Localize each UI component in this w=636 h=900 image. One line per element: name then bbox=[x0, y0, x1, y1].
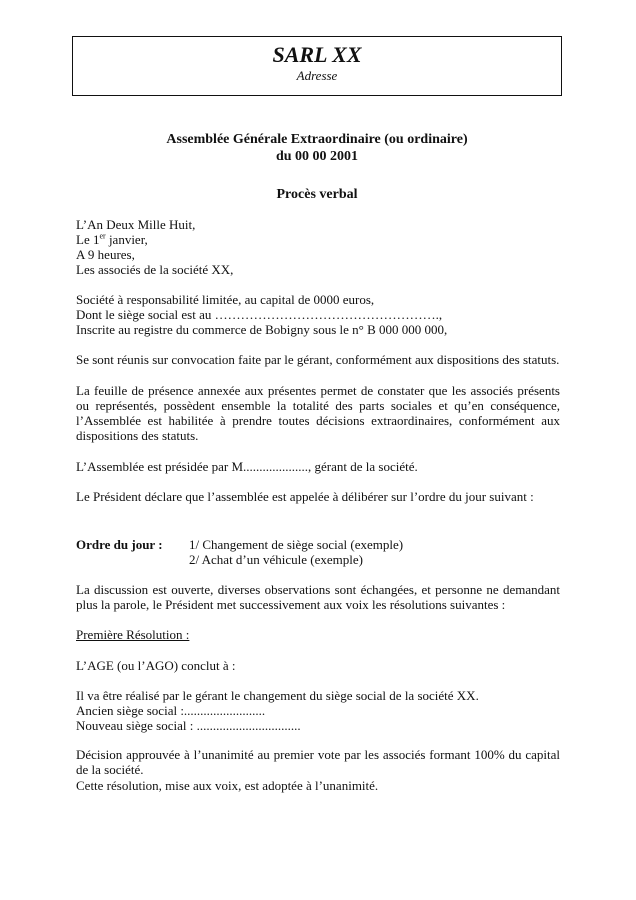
meeting-title-line1: Assemblée Générale Extraordinaire (ou ordinaire) bbox=[166, 132, 468, 147]
resolution1-heading: Première Résolution : bbox=[76, 627, 190, 642]
opening-associates: Les associés de la société XX, bbox=[76, 262, 234, 277]
resolution1-decision: Décision approuvée à l’unanimité au premier vote par les associés formant 100% du capital de la société. bbox=[76, 747, 560, 777]
company-address: Adresse bbox=[296, 68, 338, 83]
resolution1-old-seat: Ancien siège social :......................... bbox=[76, 703, 266, 718]
paragraph-reunis: Se sont réunis sur convocation faite par le gérant, conformément aux dispositions des statuts. bbox=[76, 352, 560, 367]
company-info-seat: Dont le siège social est au ……………………………………………., bbox=[76, 307, 443, 322]
opening-hour: A 9 heures, bbox=[76, 247, 135, 262]
resolution1-conclut: L’AGE (ou l’AGO) conclut à : bbox=[76, 658, 236, 673]
company-info-registry: Inscrite au registre du commerce de Bobigny sous le n° B 000 000 000, bbox=[76, 322, 448, 337]
ordre-item: 1/ Changement de siège social (exemple) bbox=[189, 537, 404, 552]
paragraph-feuille: La feuille de présence annexée aux présentes permet de constater que les associés présents ou représentés, possèdent ensemble la totalité des parts sociales et qu’en conséquence, l’Assemblée est habilitée à prendre toutes décisions extraordinaires, conformément aux dispositions des statuts. bbox=[76, 383, 560, 443]
ordre-du-jour-list bbox=[189, 537, 403, 567]
company-name: SARL XX bbox=[272, 42, 362, 67]
company-info-block bbox=[76, 292, 560, 337]
opening-date-post: janvier, bbox=[105, 232, 148, 247]
proces-verbal-title bbox=[72, 186, 562, 203]
meeting-date: du 00 00 2001 bbox=[275, 149, 359, 164]
paragraph-presidee: L’Assemblée est présidée par M...................., gérant de la société. bbox=[76, 459, 418, 474]
resolution1-new-seat: Nouveau siège social : ................................ bbox=[76, 718, 301, 733]
proces-verbal-heading: Procès verbal bbox=[276, 187, 358, 202]
opening-date-sup: er bbox=[99, 231, 106, 241]
ordre-du-jour-label: Ordre du jour : bbox=[76, 537, 163, 552]
resolution1-adoptee: Cette résolution, mise aux voix, est adoptée à l’unanimité. bbox=[76, 778, 379, 793]
paragraph-declare: Le Président déclare que l’assemblée est appelée à délibérer sur l’ordre du jour suivant : bbox=[76, 489, 534, 504]
company-info-type: Société à responsabilité limitée, au capital de 0000 euros, bbox=[76, 292, 375, 307]
opening-date bbox=[76, 232, 560, 247]
opening-date-pre: Le 1 bbox=[76, 232, 100, 247]
header-box bbox=[72, 36, 562, 96]
opening-year: L’An Deux Mille Huit, bbox=[76, 217, 196, 232]
resolution1-details bbox=[76, 688, 560, 733]
resolution1-change: Il va être réalisé par le gérant le changement du siège social de la société XX. bbox=[76, 688, 479, 703]
opening-block bbox=[76, 217, 560, 277]
meeting-title bbox=[72, 131, 562, 165]
ordre-item: 2/ Achat d’un véhicule (exemple) bbox=[189, 552, 363, 567]
paragraph-discussion: La discussion est ouverte, diverses observations sont échangées, et personne ne demandant plus la parole, le Président met successivement aux voix les résolutions suivantes : bbox=[76, 582, 560, 612]
